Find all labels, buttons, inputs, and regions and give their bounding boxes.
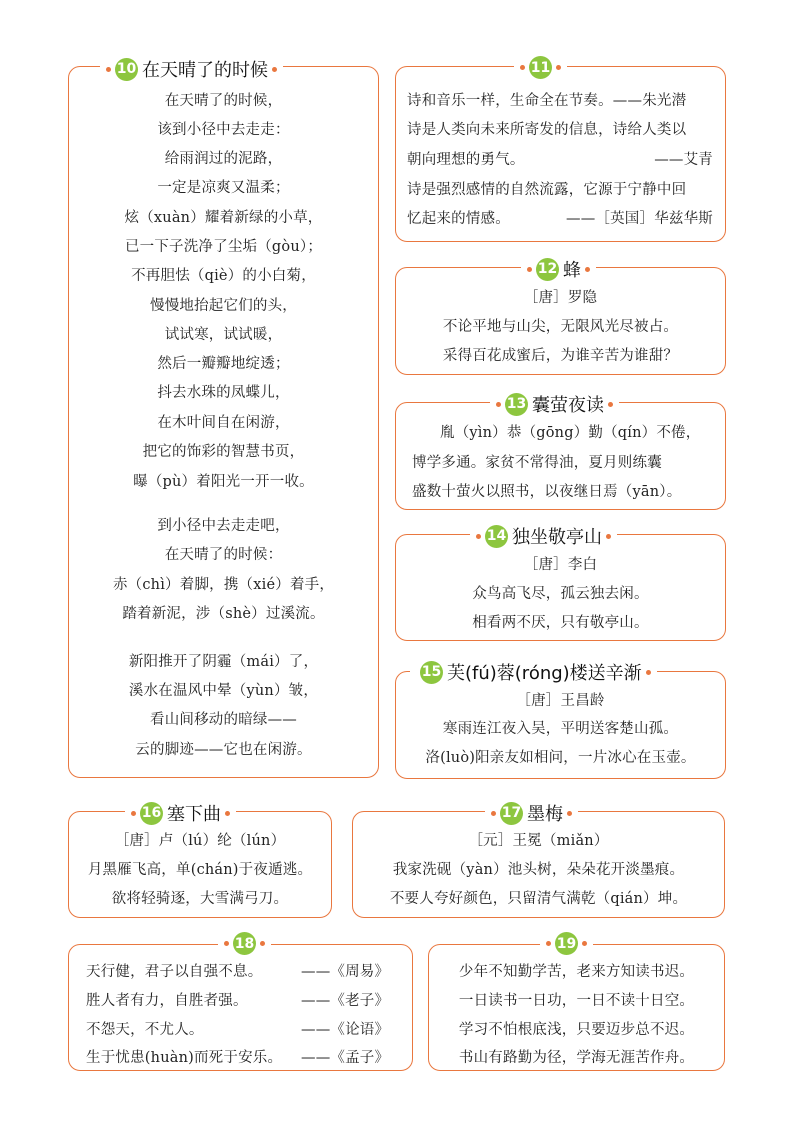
number-badge: 15 bbox=[420, 661, 443, 684]
poem-line: 在天晴了的时候， bbox=[164, 93, 283, 109]
quote-line: 不怨天，不尤人。 bbox=[86, 1022, 204, 1038]
poem-author: ［唐］罗隐 bbox=[523, 290, 598, 306]
poem-line: 把它的饰彩的智慧书页， bbox=[142, 444, 305, 460]
bullet-dot-icon bbox=[556, 65, 561, 70]
poem-line: 少年不知勤学苦，老来方知读书迟。 bbox=[458, 964, 695, 980]
poem-title-14 bbox=[470, 523, 617, 549]
poem-line: 然后一瓣瓣地绽透； bbox=[157, 356, 290, 372]
poem-title-text: 独坐敬亭山 bbox=[512, 527, 602, 548]
bullet-dot-icon bbox=[608, 402, 613, 407]
poem-line: 不要人夸好颜色，只留清气满乾（qián）坤。 bbox=[389, 891, 688, 907]
poem-line: 试试寒，试试暖， bbox=[164, 327, 283, 343]
poem-line: 该到小径中去走走： bbox=[157, 122, 290, 138]
number-badge: 18 bbox=[233, 932, 256, 955]
bullet-dot-icon bbox=[646, 670, 651, 675]
quote-source: ——《孟子》 bbox=[301, 1050, 390, 1066]
poem-title-text: 芙(fú)蓉(róng)楼送辛渐 bbox=[447, 663, 642, 684]
poem-title-text: 塞下曲 bbox=[167, 804, 221, 825]
poem-line: 寒雨连江夜入吴，平明送客楚山孤。 bbox=[442, 721, 679, 737]
card-title-text: 囊萤夜读 bbox=[532, 395, 604, 416]
quote-line: 诗和音乐一样，生命全在节奏。——朱光潜 bbox=[407, 93, 687, 109]
number-badge: 17 bbox=[500, 802, 523, 825]
poem-line: 洛(luò)阳亲友如相问，一片冰心在玉壶。 bbox=[425, 750, 696, 766]
poem-title-16 bbox=[125, 800, 236, 826]
poem-title-text: 墨梅 bbox=[527, 804, 563, 825]
bullet-dot-icon bbox=[476, 534, 481, 539]
number-badge: 10 bbox=[115, 58, 138, 81]
bullet-dot-icon bbox=[225, 811, 230, 816]
number-badge: 19 bbox=[555, 932, 578, 955]
poem-author: ［唐］李白 bbox=[523, 557, 598, 573]
poem-line: 书山有路勤为径，学海无涯苦作舟。 bbox=[458, 1050, 695, 1066]
poem-line: 踏着新泥，涉（shè）过溪流。 bbox=[122, 606, 325, 622]
poem-line: 月黑雁飞高，单(chán)于夜遁逃。 bbox=[87, 862, 313, 878]
quote-source: ——《周易》 bbox=[301, 964, 390, 980]
text-line: 盛数十萤火以照书，以夜继日焉（yān）。 bbox=[412, 484, 682, 500]
poem-line: 我家洗砚（yàn）池头树，朵朵花开淡墨痕。 bbox=[392, 862, 685, 878]
poem-author: ［元］王冕（miǎn） bbox=[468, 833, 609, 849]
poem-line: 不再胆怯（qiè）的小白菊， bbox=[131, 268, 316, 284]
poem-line: 炫（xuàn）耀着新绿的小草， bbox=[124, 210, 323, 226]
poem-line: 学习不怕根底浅，只要迈步总不迟。 bbox=[458, 1022, 695, 1038]
poem-line: 不论平地与山尖，无限风光尽被占。 bbox=[442, 319, 679, 335]
bullet-dot-icon bbox=[491, 811, 496, 816]
poem-line: 新阳推开了阴霾（mái）了， bbox=[128, 654, 319, 670]
poem-author: ［唐］王昌龄 bbox=[516, 693, 605, 709]
quote-line: 诗是人类向未来所寄发的信息，诗给人类以 bbox=[407, 122, 687, 138]
bullet-dot-icon bbox=[567, 811, 572, 816]
poem-title-15 bbox=[410, 659, 657, 685]
poem-line: 相看两不厌，只有敬亭山。 bbox=[472, 615, 649, 631]
number-badge: 11 bbox=[529, 56, 552, 79]
bullet-dot-icon bbox=[546, 941, 551, 946]
poem-line: 一定是凉爽又温柔； bbox=[157, 180, 290, 196]
bullet-dot-icon bbox=[582, 941, 587, 946]
quote-line: 胜人者有力，自胜者强。 bbox=[86, 993, 248, 1009]
quote-source: ——艾青 bbox=[654, 152, 713, 168]
poem-line: 看山间移动的暗绿—— bbox=[150, 712, 297, 728]
card-title-13 bbox=[490, 391, 619, 417]
bullet-dot-icon bbox=[585, 267, 590, 272]
poem-line: 已一下子洗净了尘垢（gòu）； bbox=[124, 239, 323, 255]
text-line: 博学多通。家贫不常得油，夏月则练囊 bbox=[412, 455, 662, 471]
poem-title-text: 蜂 bbox=[563, 260, 581, 281]
bullet-dot-icon bbox=[272, 67, 277, 72]
poem-title-10 bbox=[100, 56, 283, 82]
poem-line: 赤（chì）着脚，携（xié）着手， bbox=[112, 577, 335, 593]
bullet-dot-icon bbox=[260, 941, 265, 946]
bullet-dot-icon bbox=[606, 534, 611, 539]
quote-line: 诗是强烈感情的自然流露，它源于宁静中回 bbox=[407, 182, 687, 198]
text-line: 胤（yìn）恭（gōng）勤（qín）不倦， bbox=[440, 425, 701, 441]
card-title-18 bbox=[218, 932, 271, 955]
poem-author: ［唐］卢（lú）纶（lún） bbox=[114, 833, 286, 849]
bullet-dot-icon bbox=[224, 941, 229, 946]
poem-line: 欲将轻骑逐，大雪满弓刀。 bbox=[111, 891, 289, 907]
poem-line: 采得百花成蜜后，为谁辛苦为谁甜？ bbox=[442, 348, 679, 364]
quote-line: 忆起来的情感。 bbox=[407, 211, 510, 227]
quote-line: 生于忧患(huàn)而死于安乐。 bbox=[86, 1050, 283, 1066]
bullet-dot-icon bbox=[527, 267, 532, 272]
poem-line: 给雨润过的泥路， bbox=[164, 151, 283, 167]
poem-title-17 bbox=[485, 800, 578, 826]
quote-source: ——［英国］华兹华斯 bbox=[566, 211, 713, 227]
poem-line: 抖去水珠的凤蝶儿， bbox=[157, 385, 290, 401]
bullet-dot-icon bbox=[106, 67, 111, 72]
quote-source: ——《论语》 bbox=[301, 1022, 390, 1038]
number-badge: 16 bbox=[140, 802, 163, 825]
bullet-dot-icon bbox=[131, 811, 136, 816]
quote-line: 朝向理想的勇气。 bbox=[407, 152, 525, 168]
bullet-dot-icon bbox=[520, 65, 525, 70]
poem-title-text: 在天晴了的时候 bbox=[142, 60, 268, 81]
quote-line: 天行健，君子以自强不息。 bbox=[86, 964, 263, 980]
poem-line: 一日读书一日功，一日不读十日空。 bbox=[458, 993, 695, 1009]
poem-line: 慢慢地抬起它们的头， bbox=[150, 298, 297, 314]
poem-line: 云的脚迹——它也在闲游。 bbox=[135, 742, 312, 758]
number-badge: 13 bbox=[505, 393, 528, 416]
poem-line: 在木叶间自在闲游， bbox=[157, 415, 290, 431]
quote-source: ——《老子》 bbox=[301, 993, 390, 1009]
poem-line: 众鸟高飞尽，孤云独去闲。 bbox=[472, 586, 649, 602]
poem-title-12 bbox=[521, 256, 596, 282]
poem-line: 到小径中去走走吧， bbox=[157, 518, 290, 534]
number-badge: 12 bbox=[536, 258, 559, 281]
poem-line: 溪水在温风中晕（yùn）皱， bbox=[128, 683, 319, 699]
card-title-19 bbox=[540, 932, 593, 955]
bullet-dot-icon bbox=[496, 402, 501, 407]
poem-line: 曝（pù）着阳光一开一收。 bbox=[133, 474, 314, 490]
poem-line: 在天晴了的时候： bbox=[164, 547, 283, 563]
card-title-11 bbox=[514, 56, 567, 79]
number-badge: 14 bbox=[485, 525, 508, 548]
